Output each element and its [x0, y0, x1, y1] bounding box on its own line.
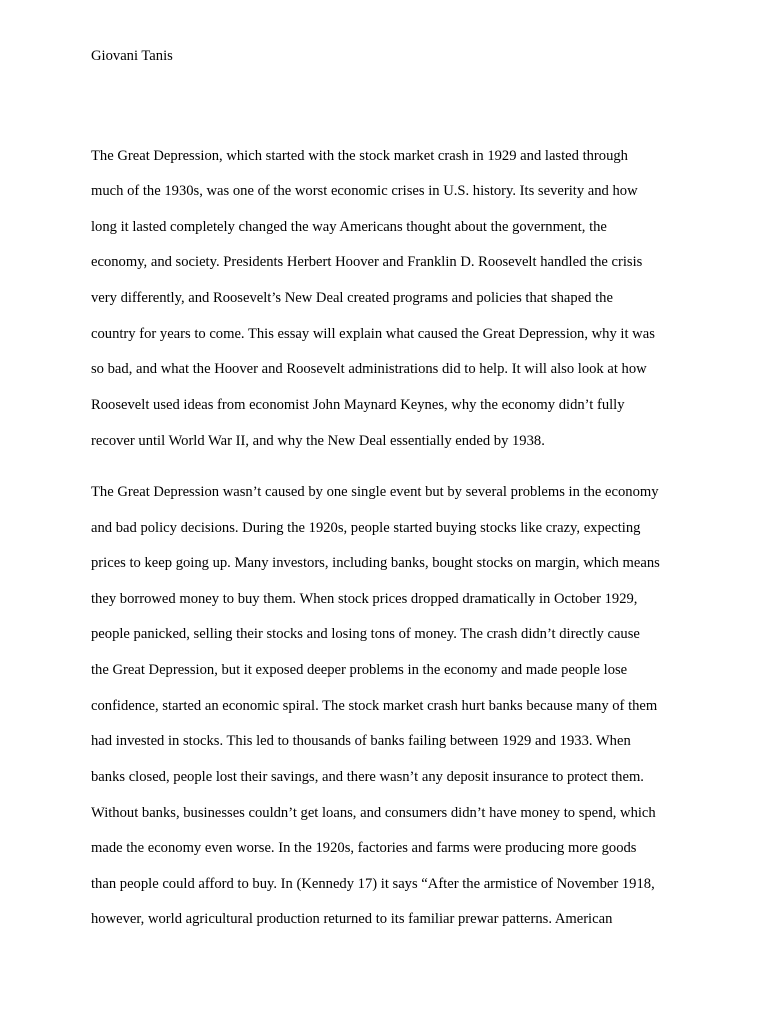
- paragraph-line: confidence, started an economic spiral. The stock market crash hurt banks because many of them: [91, 698, 658, 714]
- paragraph-line: prices to keep going up. Many investors, including banks, bought stocks on margin, which means: [91, 555, 660, 571]
- paragraph-line: Roosevelt used ideas from economist John Maynard Keynes, why the economy didn’t fully: [91, 397, 625, 413]
- paragraph-line: economy, and society. Presidents Herbert Hoover and Franklin D. Roosevelt handled the crisis: [91, 254, 643, 270]
- paragraph-line: The Great Depression, which started with the stock market crash in 1929 and lasted through: [91, 148, 628, 164]
- paragraph-line: had invested in stocks. This led to thousands of banks failing between 1929 and 1933. When: [91, 733, 631, 749]
- paragraph-line: much of the 1930s, was one of the worst economic crises in U.S. history. Its severity and how: [91, 183, 638, 199]
- paragraph-line: than people could afford to buy. In (Kennedy 17) it says “After the armistice of November 1918,: [91, 876, 655, 892]
- paragraph-line: made the economy even worse. In the 1920s, factories and farms were producing more goods: [91, 840, 637, 856]
- author-name: Giovani Tanis: [91, 48, 173, 64]
- paragraph-line: long it lasted completely changed the way Americans thought about the government, the: [91, 219, 607, 235]
- paragraph-line: very differently, and Roosevelt’s New Deal created programs and policies that shaped the: [91, 290, 613, 306]
- paragraph-line: banks closed, people lost their savings, and there wasn’t any deposit insurance to protect them.: [91, 769, 644, 785]
- paragraph-line: people panicked, selling their stocks and losing tons of money. The crash didn’t directly cause: [91, 626, 640, 642]
- paragraph-line: recover until World War II, and why the New Deal essentially ended by 1938.: [91, 433, 545, 449]
- paragraph-line: the Great Depression, but it exposed deeper problems in the economy and made people lose: [91, 662, 628, 678]
- paragraph-line: and bad policy decisions. During the 1920s, people started buying stocks like crazy, expecting: [91, 520, 641, 536]
- paragraph-line: however, world agricultural production returned to its familiar prewar patterns. American: [91, 911, 613, 927]
- paragraph-line: Without banks, businesses couldn’t get loans, and consumers didn’t have money to spend, which: [91, 805, 656, 821]
- paragraph-line: they borrowed money to buy them. When stock prices dropped dramatically in October 1929,: [91, 591, 638, 607]
- paragraph-line: country for years to come. This essay will explain what caused the Great Depression, why it was: [91, 326, 655, 342]
- paragraph-line: The Great Depression wasn’t caused by one single event but by several problems in the economy: [91, 484, 659, 500]
- paragraph-line: so bad, and what the Hoover and Roosevelt administrations did to help. It will also look at how: [91, 361, 647, 377]
